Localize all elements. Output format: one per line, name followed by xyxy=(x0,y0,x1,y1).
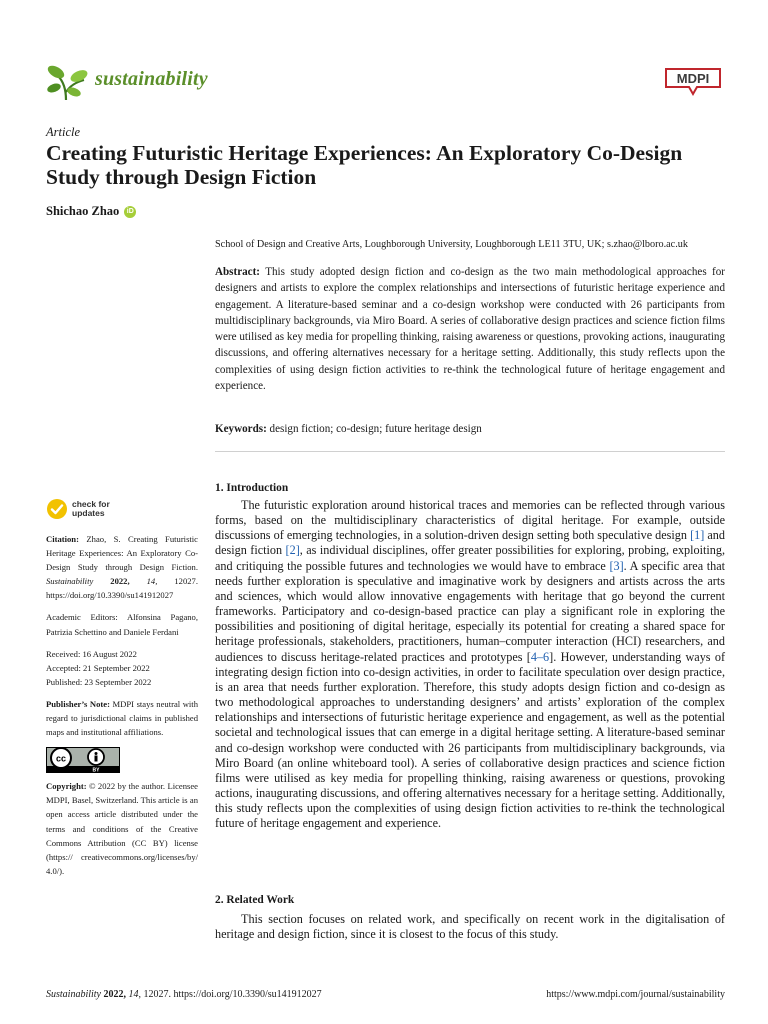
orcid-icon[interactable]: iD xyxy=(124,206,136,218)
citation-label: Citation: xyxy=(46,534,79,544)
svg-text:cc: cc xyxy=(55,753,67,764)
check-updates-line1: check for xyxy=(72,499,110,509)
related-work-paragraph: This section focuses on related work, and specifically on recent work in the digitalisation of heritage and design fiction, since it is closest to the focus of this study. xyxy=(215,912,725,942)
keywords-text: design fiction; co-design; future heritage design xyxy=(269,423,482,435)
divider xyxy=(215,451,725,452)
citation xyxy=(46,532,198,602)
citation-text: Zhao, S. Creating Futuristic Heritage Experiences: An Exploratory Co-Design Study through Design Fiction. xyxy=(46,534,198,573)
footer-doi[interactable]: 12027. https://doi.org/10.3390/su141912027 xyxy=(143,989,322,1000)
intro-text-e: ]. However, understanding ways of integrating design fiction into co-design activities, in order to facilitate speculation over design practice, is an area that needs further exploration. Therefore, this study adopts design fiction and co-design as two methodological approaches to understanding designers’ and artists’ exploration of the complex relationships and intersections of futuristic heritage experience and engagement, as well as the potential societal and technological issues that can emerge in a digital heritage setting. A literature-based seminar and co-design workshop were conducted with 26 participants from multidisciplinary backgrounds, via Miro Board (an online whiteboard tool). A series of collaborative design practices and science fiction films were utilised as key media for propelling thinking, raising awareness or questions, provoking actions, inaugurating discussions, and offering alternatives necessary for a heritage setting. Additionally, this study reflects upon the complexities of using design fiction activities to re-think the technological future of heritage engagement and experience. xyxy=(215,649,725,831)
citation-journal: Sustainability xyxy=(46,576,94,587)
reference-link[interactable]: [3] xyxy=(609,558,624,573)
reference-link[interactable]: [2] xyxy=(285,543,300,558)
section-heading-related-work: 2. Related Work xyxy=(215,894,295,906)
footer-journal: Sustainability xyxy=(46,989,101,1000)
section-heading-introduction: 1. Introduction xyxy=(215,482,289,494)
related-work-body xyxy=(215,912,725,942)
footer-journal-url[interactable]: https://www.mdpi.com/journal/sustainability xyxy=(546,989,725,1000)
citation-rest[interactable]: 12027. https://doi.org/10.3390/su141912027 xyxy=(46,576,198,601)
footer-year: 2022, xyxy=(103,989,126,1000)
keywords xyxy=(215,421,725,437)
check-for-updates-button[interactable] xyxy=(46,498,198,520)
keywords-label: Keywords: xyxy=(215,423,267,435)
footer-volume: 14, xyxy=(128,989,141,1000)
reference-link[interactable]: 4–6 xyxy=(530,649,550,664)
publisher-name: MDPI xyxy=(676,71,710,86)
dates xyxy=(46,647,198,689)
author-name: Shichao Zhao xyxy=(46,204,120,218)
citation-volume: 14, xyxy=(146,576,158,587)
introduction-body xyxy=(215,498,725,831)
abstract-label: Abstract: xyxy=(215,266,260,278)
received-date: Received: 16 August 2022 xyxy=(46,648,137,659)
publishers-note-text: MDPI stays neutral with regard to jurisdictional claims in published maps and institutional affiliations. xyxy=(46,698,198,738)
journal-name: sustainability xyxy=(95,68,208,90)
introduction-paragraph xyxy=(215,498,725,831)
check-updates-line2: updates xyxy=(72,508,105,518)
accepted-date: Accepted: 21 September 2022 xyxy=(46,662,150,673)
intro-text-c: , as individual disciplines, offer greater possibilities for exploring, probing, exploiting, and critiquing the possible futures and technologies we would have to embrace xyxy=(215,543,725,573)
author-row xyxy=(46,204,136,219)
affiliation: School of Design and Creative Arts, Loughborough University, Loughborough LE11 3TU, UK; s.zhao@lboro.ac.uk xyxy=(215,239,688,250)
intro-text-d: . A specific area that needs further exploration is speculative and imaginative work by designers and artists across the arts and sciences, which would allow innovative engagements with heritage that go beyond the current frameworks. Participatory and co-design-based practice can play a significant role in exploring the possibilities and positioning of digital heritage, especially its potential for creating a shared space for heritage professionals, stakeholders, practitioners, human–computer interaction (HCI) researchers, and audiences to discuss heritage-related practices and prototypes [ xyxy=(215,558,725,664)
publishers-note xyxy=(46,697,198,739)
footer-citation xyxy=(46,989,322,1000)
check-updates-icon xyxy=(46,498,68,520)
abstract xyxy=(215,264,725,394)
academic-editors: Academic Editors: Alfonsina Pagano, Patrizia Schettino and Daniele Ferdani xyxy=(46,612,198,637)
abstract-text: This study adopted design fiction and co-design as the two main methodological approaches for designers and artists to explore the complex relationships and intersections of futuristic heritage experience and engagement. A literature-based seminar and a co-design workshop were conducted with 26 participants from multidisciplinary backgrounds, via Miro Board. A series of collaborative design practices and science fiction films were utilised as key media for propelling thinking, raising awareness or questions, provoking actions, inaugurating discussions, and offering alternatives necessary for a heritage setting. Additionally, this study reflects upon the complexities of using design fiction activities to re-think the technological future of heritage engagement and experience. xyxy=(215,266,725,392)
reference-link[interactable]: [1] xyxy=(690,528,705,543)
sustainability-logo-icon xyxy=(46,62,88,102)
article-type: Article xyxy=(46,125,81,139)
intro-text-a: The futuristic exploration around historical traces and memories can be reflected through various forms, based on the multidisciplinary characteristics of digital heritage. For example, outside discussions of emerging technologies, in a solution-driven design setting both speculative design xyxy=(215,498,725,543)
article-title: Creating Futuristic Heritage Experiences: An Exploratory Co-Design Study through Design Fiction xyxy=(46,141,683,189)
intro-text-b: and design fiction xyxy=(215,528,725,558)
cc-by-badge-icon[interactable] xyxy=(46,747,120,773)
mdpi-logo-icon xyxy=(663,65,723,97)
published-date: Published: 23 September 2022 xyxy=(46,676,152,687)
citation-year: 2022, xyxy=(110,576,130,587)
sidebar xyxy=(46,498,198,886)
copyright-label: Copyright: xyxy=(46,781,87,792)
svg-text:BY: BY xyxy=(92,767,100,774)
publishers-note-label: Publisher’s Note: xyxy=(46,698,110,709)
copyright-text: © 2022 by the author. Licensee MDPI, Basel, Switzerland. This article is an open access article distributed under the terms and conditions of the Creative Commons Attribution (CC BY) license (https:// creativecommons.org/licenses/by/ 4.0/). xyxy=(46,781,198,876)
copyright xyxy=(46,779,198,878)
